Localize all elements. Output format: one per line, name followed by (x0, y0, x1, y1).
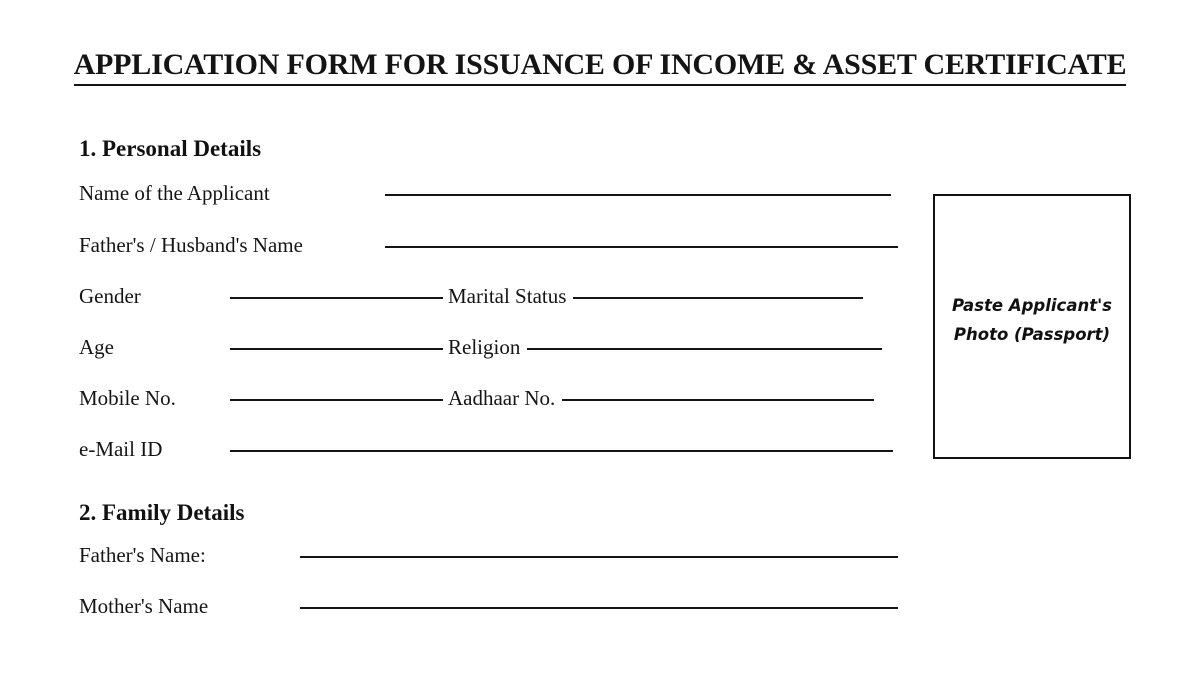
field-row-age-religion (79, 332, 882, 362)
input-age[interactable] (230, 348, 443, 350)
input-fathers-name[interactable] (300, 556, 898, 558)
section-heading-family-details: 2. Family Details (79, 500, 245, 525)
field-row-father-husband-name (79, 230, 898, 260)
label-gender: Gender (79, 284, 141, 308)
label-fathers-name: Father's Name: (79, 543, 206, 567)
field-row-fathers-name (79, 540, 898, 570)
input-mobile-no[interactable] (230, 399, 443, 401)
input-aadhaar-no[interactable] (562, 399, 874, 401)
label-religion: Religion (448, 335, 521, 359)
applicant-photo-box[interactable] (933, 194, 1131, 459)
page-title-text: APPLICATION FORM FOR ISSUANCE OF INCOME & ASSET CERTIFICATE (74, 48, 1127, 86)
section-heading-personal-details: 1. Personal Details (79, 136, 262, 161)
input-marital-status[interactable] (573, 297, 863, 299)
input-father-husband-name[interactable] (385, 246, 898, 248)
label-aadhaar-no: Aadhaar No. (448, 386, 556, 410)
label-email-id: e-Mail ID (79, 437, 163, 461)
input-mothers-name[interactable] (300, 607, 898, 609)
label-mothers-name: Mother's Name (79, 594, 209, 618)
page-title (0, 48, 1200, 82)
input-name-of-applicant[interactable] (385, 194, 891, 196)
input-religion[interactable] (527, 348, 882, 350)
field-row-gender-marital-status (79, 281, 863, 311)
label-marital-status: Marital Status (448, 284, 567, 308)
photo-box-line-1: Paste Applicant's (952, 295, 1112, 315)
label-mobile-no: Mobile No. (79, 386, 176, 410)
label-age: Age (79, 335, 114, 359)
input-gender[interactable] (230, 297, 443, 299)
field-row-email-id (79, 434, 893, 464)
label-name-of-applicant: Name of the Applicant (79, 181, 270, 205)
field-row-mothers-name (79, 591, 898, 621)
label-father-husband-name: Father's / Husband's Name (79, 233, 303, 257)
photo-box-line-2: Photo (Passport) (953, 324, 1111, 344)
field-row-mobile-aadhaar (79, 383, 874, 413)
input-email-id[interactable] (230, 450, 893, 452)
field-row-name-of-applicant (79, 178, 891, 208)
